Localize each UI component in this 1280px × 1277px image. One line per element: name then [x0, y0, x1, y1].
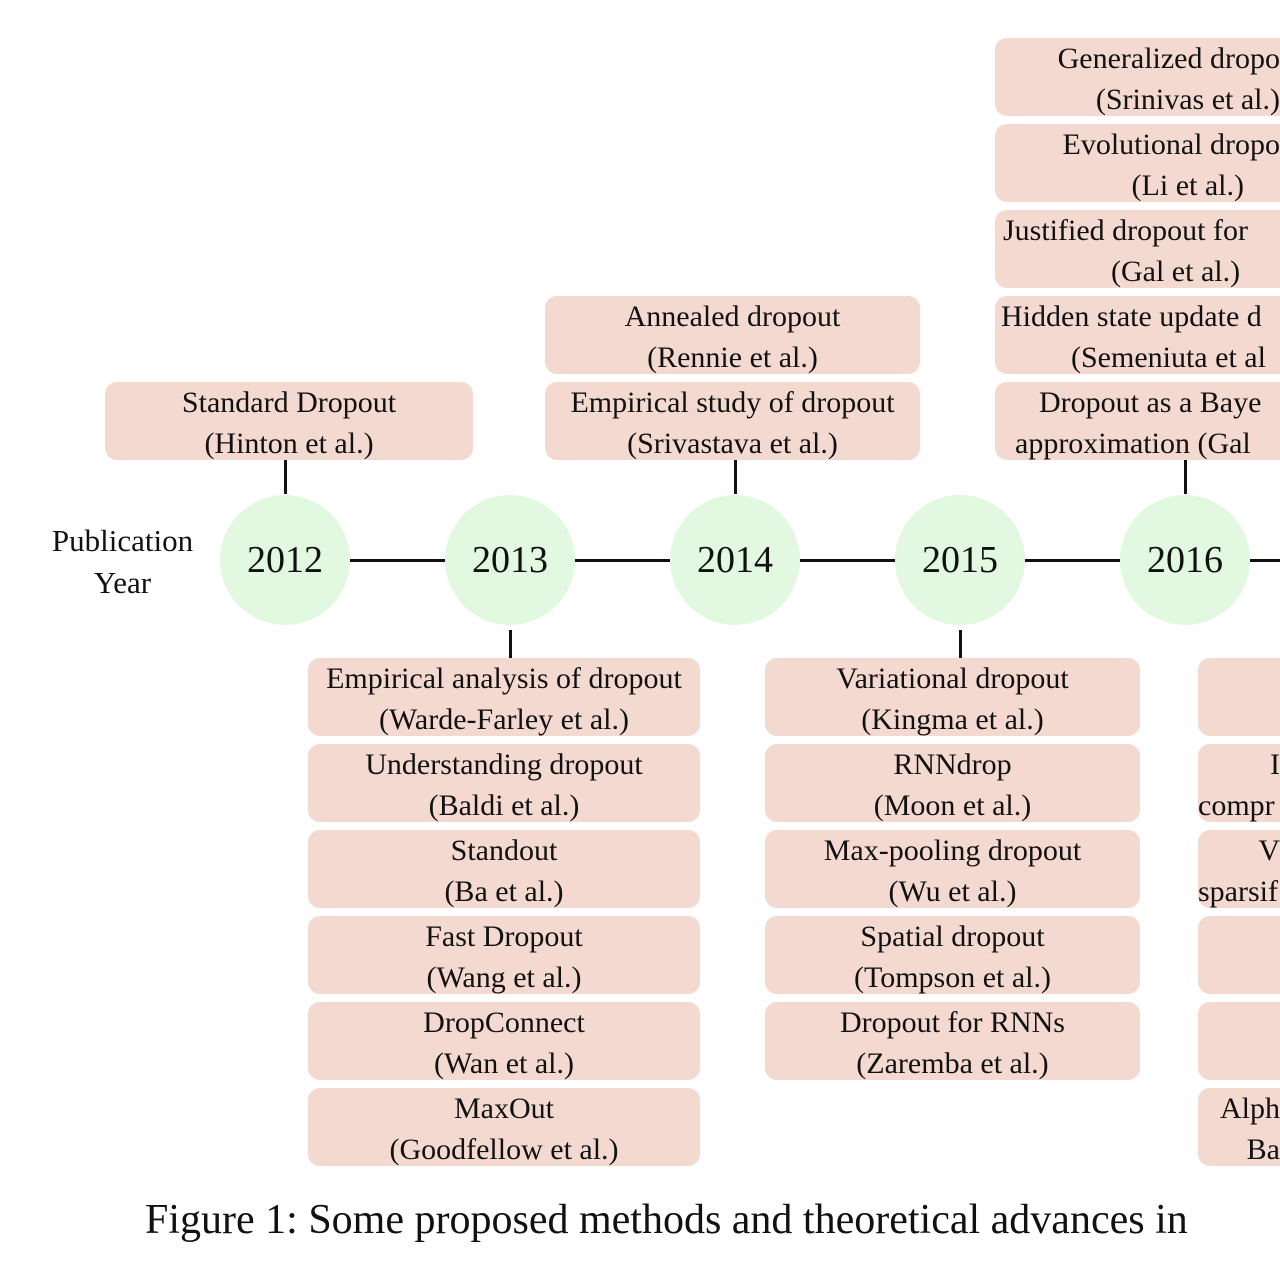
method-title: Justified dropout for [1003, 214, 1248, 247]
method-title: Standard Dropout [181, 386, 397, 419]
method-authors: (Kingma et al.) [861, 703, 1044, 736]
method-box [308, 1088, 700, 1166]
method-title: MaxOut [454, 1092, 554, 1125]
method-title: Alph [1220, 1092, 1280, 1125]
timeline-connector [350, 559, 445, 562]
method-authors: (Moon et al.) [873, 789, 1032, 822]
method-box [995, 38, 1280, 116]
method-authors: (Li et al.) [1131, 169, 1244, 202]
timeline-connector [1025, 559, 1120, 562]
method-title: Fast Dropout [425, 920, 583, 953]
method-title: Hidden state update d [1001, 300, 1262, 333]
method-authors: approximation (Gal [1015, 427, 1251, 460]
method-title: Understanding dropout [365, 748, 643, 781]
year-label: 2016 [1147, 539, 1223, 581]
method-box [1198, 658, 1280, 736]
connector-2016-top [1184, 460, 1187, 494]
connector-2012-top [284, 460, 287, 494]
method-box [995, 296, 1280, 374]
method-box [1198, 1002, 1280, 1080]
method-authors: (Semeniuta et al [1071, 341, 1266, 374]
method-authors: (Hinton et al.) [204, 427, 374, 460]
method-box [995, 382, 1280, 460]
method-title: DropConnect [423, 1006, 585, 1039]
figure-caption: Figure 1: Some proposed methods and theoretical advances in [145, 1197, 1188, 1243]
method-title: Variational dropout [836, 662, 1069, 695]
method-box [765, 1002, 1140, 1080]
year-label: 2015 [922, 539, 998, 581]
method-title: Dropout for RNNs [840, 1006, 1065, 1039]
method-box [308, 1002, 700, 1080]
method-box [765, 830, 1140, 908]
timeline-connector [1250, 559, 1280, 562]
timeline-connector [800, 559, 895, 562]
publication-year-label [30, 520, 215, 604]
method-authors: (Goodfellow et al.) [389, 1133, 619, 1166]
method-authors: (Tompson et al.) [853, 961, 1052, 994]
method-authors: (Srinivas et al.) [1095, 83, 1280, 116]
method-authors: (Ba et al.) [444, 875, 564, 908]
method-authors: (Warde-Farley et al.) [379, 703, 629, 736]
connector-2015-bottom [959, 630, 962, 658]
label-line-2: Year [93, 565, 152, 600]
method-authors: (Wang et al.) [426, 961, 582, 994]
method-authors: (Wu et al.) [888, 875, 1017, 908]
method-title: Empirical analysis of dropout [326, 662, 682, 695]
method-box [765, 744, 1140, 822]
method-title: RNNdrop [893, 748, 1012, 781]
year-node-2012 [220, 495, 350, 625]
method-authors: compr [1198, 789, 1275, 822]
method-title: V [1258, 834, 1280, 867]
method-box [308, 916, 700, 994]
year-node-2013 [445, 495, 575, 625]
method-authors: (Baldi et al.) [428, 789, 580, 822]
method-title: Annealed dropout [624, 300, 841, 333]
method-box [308, 830, 700, 908]
method-title: Dropout as a Baye [1039, 386, 1262, 419]
method-box [765, 916, 1140, 994]
method-authors: (Rennie et al.) [647, 341, 818, 374]
method-box [105, 382, 473, 460]
method-title: Generalized dropo [1057, 42, 1280, 75]
method-box [545, 382, 920, 460]
method-title: Empirical study of dropout [570, 386, 895, 419]
method-authors: (Gal et al.) [1111, 255, 1241, 288]
method-title: Standout [450, 834, 558, 867]
method-title: I [1270, 748, 1280, 781]
method-box [545, 296, 920, 374]
method-box [1198, 916, 1280, 994]
method-box [995, 210, 1280, 288]
method-authors: sparsif [1198, 875, 1278, 908]
year-node-2016 [1120, 495, 1250, 625]
method-title: Spatial dropout [860, 920, 1045, 953]
method-authors: Ba [1246, 1133, 1280, 1166]
method-box [1198, 830, 1280, 908]
method-title: Evolutional dropo [1062, 128, 1280, 161]
method-box [1198, 744, 1280, 822]
label-line-1: Publication [51, 523, 194, 558]
method-box [308, 658, 700, 736]
method-box [765, 658, 1140, 736]
year-node-2014 [670, 495, 800, 625]
method-box [308, 744, 700, 822]
connector-2013-bottom [509, 630, 512, 658]
method-box [995, 124, 1280, 202]
method-authors: (Wan et al.) [433, 1047, 574, 1080]
method-box [1198, 1088, 1280, 1166]
year-label: 2012 [247, 539, 323, 581]
year-label: 2014 [697, 539, 773, 581]
year-label: 2013 [472, 539, 548, 581]
method-title: Max-pooling dropout [823, 834, 1082, 867]
method-authors: (Srivastava et al.) [627, 427, 838, 460]
timeline-connector [575, 559, 670, 562]
year-node-2015 [895, 495, 1025, 625]
method-authors: (Zaremba et al.) [856, 1047, 1049, 1080]
connector-2014-top [734, 460, 737, 494]
